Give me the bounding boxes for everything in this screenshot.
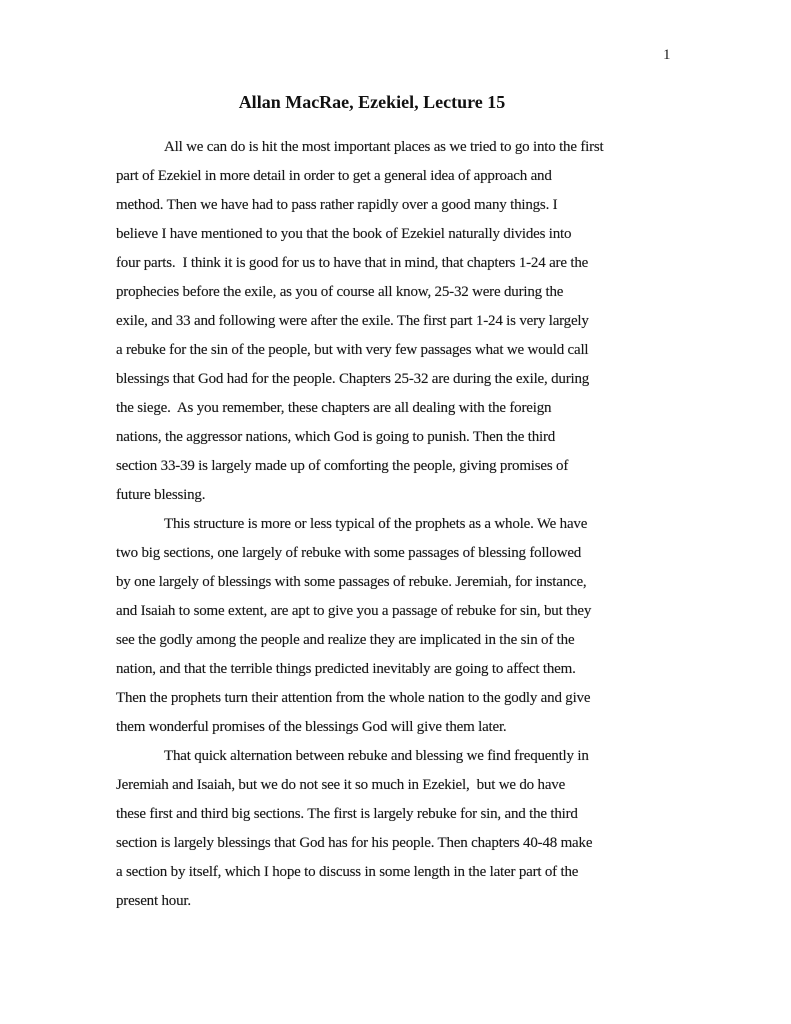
- page-number: 1: [663, 47, 671, 63]
- text-line: nations, the aggressor nations, which God is going to punish. Then the third: [116, 429, 556, 445]
- text-line: four parts. I think it is good for us to have that in mind, that chapters 1-24 are the: [116, 255, 589, 271]
- text-line: see the godly among the people and realize they are implicated in the sin of the: [116, 632, 575, 648]
- text-line: part of Ezekiel in more detail in order to get a general idea of approach and: [116, 168, 552, 184]
- text-line: believe I have mentioned to you that the book of Ezekiel naturally divides into: [116, 226, 572, 242]
- text-line: a rebuke for the sin of the people, but with very few passages what we would call: [116, 342, 589, 358]
- text-line: two big sections, one largely of rebuke with some passages of blessing followed: [116, 545, 582, 561]
- page-title: Allan MacRae, Ezekiel, Lecture 15: [238, 92, 506, 112]
- paragraph: [116, 510, 692, 742]
- text-line: exile, and 33 and following were after the exile. The first part 1-24 is very largely: [116, 313, 589, 329]
- text-line: section 33-39 is largely made up of comforting the people, giving promises of: [116, 458, 569, 474]
- text-line: blessings that God had for the people. Chapters 25-32 are during the exile, during: [116, 371, 590, 387]
- text-line: nation, and that the terrible things predicted inevitably are going to affect them.: [116, 661, 576, 677]
- text-line: and Isaiah to some extent, are apt to give you a passage of rebuke for sin, but they: [116, 603, 592, 619]
- text-line: these first and third big sections. The first is largely rebuke for sin, and the third: [116, 806, 578, 822]
- text-line: method. Then we have had to pass rather rapidly over a good many things. I: [116, 197, 558, 213]
- paragraph: [116, 133, 692, 510]
- text-line: All we can do is hit the most important places as we tried to go into the first: [164, 139, 604, 155]
- text-line: a section by itself, which I hope to discuss in some length in the later part of the: [116, 864, 579, 880]
- text-line: Then the prophets turn their attention from the whole nation to the godly and give: [116, 690, 591, 706]
- text-line: by one largely of blessings with some passages of rebuke. Jeremiah, for instance,: [116, 574, 587, 590]
- text-line: future blessing.: [116, 487, 206, 503]
- text-line: That quick alternation between rebuke and blessing we find frequently in: [164, 748, 589, 764]
- paragraph: [116, 742, 692, 916]
- text-line: This structure is more or less typical of the prophets as a whole. We have: [164, 516, 588, 532]
- text-line: Jeremiah and Isaiah, but we do not see it so much in Ezekiel, but we do have: [116, 777, 566, 793]
- text-line: prophecies before the exile, as you of course all know, 25-32 were during the: [116, 284, 564, 300]
- document-body: [116, 133, 692, 916]
- text-line: the siege. As you remember, these chapters are all dealing with the foreign: [116, 400, 552, 416]
- text-line: present hour.: [116, 893, 191, 909]
- text-line: section is largely blessings that God has for his people. Then chapters 40-48 make: [116, 835, 593, 851]
- text-line: them wonderful promises of the blessings God will give them later.: [116, 719, 507, 735]
